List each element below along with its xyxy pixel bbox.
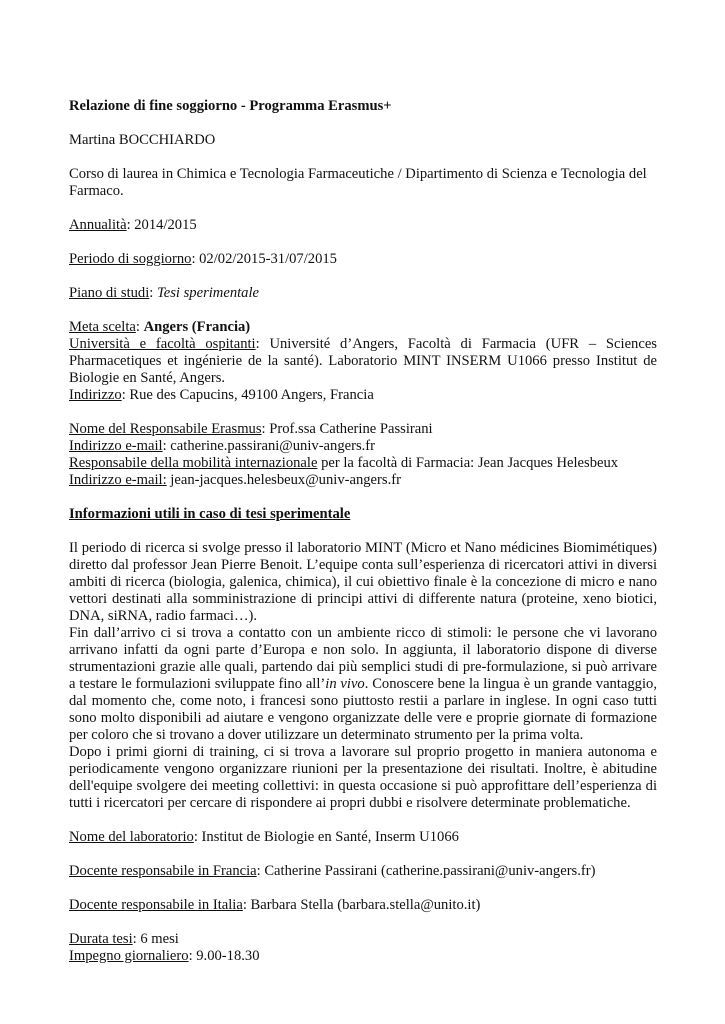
universita-row xyxy=(69,336,657,387)
meta-row xyxy=(69,319,657,336)
meta-value: Angers (Francia) xyxy=(143,319,251,335)
lab-row xyxy=(69,829,657,846)
paragraph-2-italic: in vivo xyxy=(325,676,365,692)
resp-mob-value: per la facoltà di Farmacia: Jean Jacques Helesbeux xyxy=(317,455,619,471)
doc-fr-row xyxy=(69,863,657,880)
resp-erasmus-value: : Prof.ssa Catherine Passirani xyxy=(261,421,433,437)
paragraph-3: Dopo i primi giorni di training, ci si trova a lavorare sul proprio progetto in maniera autonoma e periodicamente vengono organizzare riunioni per la presentazione dei risultati. Inoltre, è abitudine dell'equipe svolgere dei meeting collettivi: in questa occasione si può approfittare dell’esperienza di tutti i ricercatori per cercare di rispondere ai propri dubbi e risolvere determinate problematiche. xyxy=(69,744,657,811)
impegno-value: : 9.00-18.30 xyxy=(188,948,260,964)
durata-row xyxy=(69,931,657,948)
periodo-label: Periodo di soggiorno xyxy=(69,251,192,267)
email1-value: : catherine.passirani@univ-angers.fr xyxy=(162,438,376,454)
meta-label: Meta scelta xyxy=(69,319,136,335)
paragraph-2-start: Fin dall’arrivo ci si trova a contatto con un ambiente ricco di stimoli: le persone che vi lavorano arrivano infatti da ogni parte d’Europa e non solo. In aggiunta, il laboratorio dispone di diverse strumentazioni grazie alle quali, partendo dai più semplici studi di pre-formulazione, si può arrivare a testare le formulazioni sviluppate fino all’ xyxy=(69,625,657,692)
doc-fr-label: Docente responsabile in Francia xyxy=(69,863,257,879)
lab-value: : Institut de Biologie en Santé, Inserm U1066 xyxy=(193,829,459,845)
resp-mob-label: Responsabile della mobilità internazionale xyxy=(69,455,318,471)
indirizzo-row xyxy=(69,387,657,404)
author-name: Martina BOCCHIARDO xyxy=(69,132,216,148)
piano-label: Piano di studi xyxy=(69,285,150,301)
impegno-label: Impegno giornaliero xyxy=(69,948,189,964)
universita-value: : Université d’Angers, Facoltà di Farmacia (UFR – Sciences Pharmacetiques et ingénierie de la santé). Laboratorio MINT INSERM U1066 presso Institut de Biologie en Santé, Angers. xyxy=(69,336,657,386)
body-text xyxy=(69,540,657,812)
indirizzo-value: : Rue des Capucins, 49100 Angers, Francia xyxy=(121,387,374,403)
document-page xyxy=(69,98,657,965)
impegno-row xyxy=(69,948,657,965)
contacts-block xyxy=(69,421,657,489)
meta-separator: : xyxy=(135,319,144,335)
paragraph-2-end: . Conoscere bene la lingua è un grande vantaggio, dal momento che, come noto, i francesi sono piuttosto restii a parlare in inglese. In ogni caso tutti sono molto disponibili ad aiutare e vengono organizzate delle vere e proprie giornate di formazione per coloro che si trovano a dover utilizzare un determinato strumento per la prima volta. xyxy=(69,676,657,743)
universita-label: Università e facoltà ospitanti xyxy=(69,336,256,352)
piano-value: Tesi sperimentale xyxy=(156,285,260,301)
annualita-row xyxy=(69,217,657,234)
piano-row xyxy=(69,285,657,302)
paragraph-1: Il periodo di ricerca si svolge presso il laboratorio MINT (Micro et Nano médicines Biomimétiques) diretto dal professor Jean Pierre Benoit. L’equipe conta sull’esperienza di ricercatori attivi in diversi ambiti di ricerca (biologia, galenica, chimica), il cui obiettivo finale è la concezione di micro e nano vettori destinati alla somministrazione di principi attivi di differente natura (proteine, xeno biotici, DNA, siRNA, radio farmaci…). xyxy=(69,540,657,624)
annualita-value: : 2014/2015 xyxy=(126,217,197,233)
course-description: Corso di laurea in Chimica e Tecnologia Farmaceutiche / Dipartimento di Scienza e Tecnologia del Farmaco. xyxy=(69,166,647,199)
periodo-value: : 02/02/2015-31/07/2015 xyxy=(191,251,337,267)
thesis-details xyxy=(69,931,657,965)
email2-row xyxy=(69,472,657,489)
doc-it-value: : Barbara Stella (barbara.stella@unito.it) xyxy=(242,897,481,913)
section-heading: Informazioni utili in caso di tesi sperimentale xyxy=(69,506,351,522)
piano-separator: : xyxy=(149,285,157,301)
periodo-row xyxy=(69,251,657,268)
durata-label: Durata tesi xyxy=(69,931,133,947)
paragraph-2 xyxy=(69,625,657,744)
doc-it-label: Docente responsabile in Italia xyxy=(69,897,243,913)
durata-value: : 6 mesi xyxy=(132,931,179,947)
doc-it-row xyxy=(69,897,657,914)
annualita-label: Annualità xyxy=(69,217,127,233)
resp-erasmus-label: Nome del Responsabile Erasmus xyxy=(69,421,262,437)
email2-label: Indirizzo e-mail: xyxy=(69,472,167,488)
resp-erasmus-row xyxy=(69,421,657,438)
doc-fr-value: : Catherine Passirani (catherine.passirani@univ-angers.fr) xyxy=(256,863,596,879)
resp-mob-row xyxy=(69,455,657,472)
lab-label: Nome del laboratorio xyxy=(69,829,194,845)
email1-label: Indirizzo e-mail xyxy=(69,438,163,454)
indirizzo-label: Indirizzo xyxy=(69,387,122,403)
email1-row xyxy=(69,438,657,455)
email2-value: jean-jacques.helesbeux@univ-angers.fr xyxy=(166,472,401,488)
document-title: Relazione di fine soggiorno - Programma Erasmus+ xyxy=(69,98,392,114)
destination-block xyxy=(69,319,657,404)
